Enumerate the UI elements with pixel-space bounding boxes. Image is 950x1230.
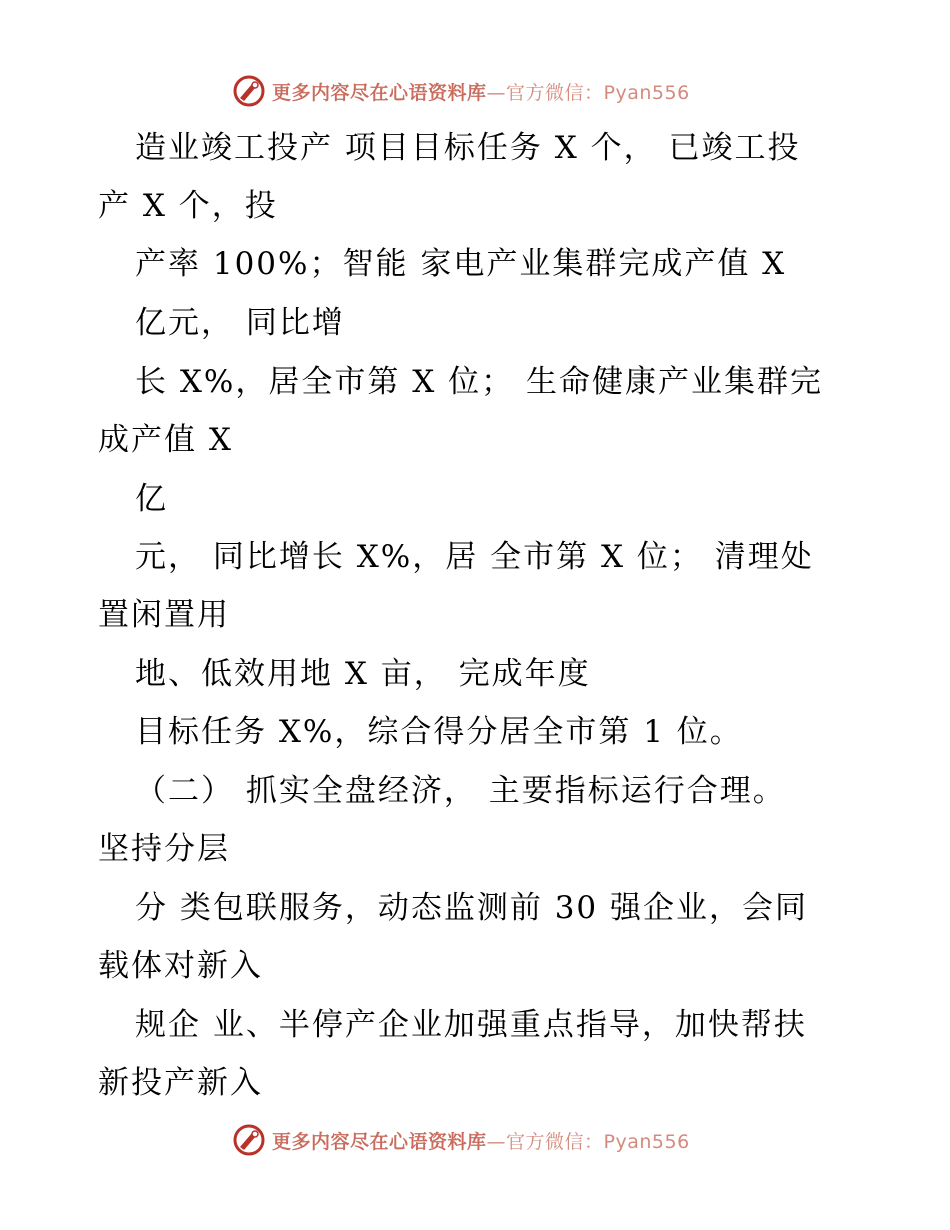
- text-line: 地、低效用地 X 亩， 完成年度: [135, 656, 591, 692]
- text-line: 产 X 个，投: [98, 188, 278, 224]
- text-line: 长 X%，居全市第 X 位； 生命健康产业集群完: [135, 364, 824, 400]
- text-line: 新投产新入: [98, 1065, 263, 1101]
- text-line: 成产值 X: [98, 422, 233, 458]
- text-line: 目标任务 X%，综合得分居全市第 1 位。: [135, 714, 743, 750]
- header-watermark: [232, 71, 690, 111]
- watermark-text: 更多内容尽在心语资料库—官方微信：Pyan556: [272, 1130, 690, 1153]
- text-line: 亿元， 同比增: [135, 305, 345, 341]
- text-line: 产率 100%；智能 家电产业集群完成产值 X: [135, 246, 787, 282]
- footer-watermark: [232, 1120, 690, 1160]
- logo-icon: [232, 1123, 266, 1157]
- text-line: 坚持分层: [98, 831, 230, 867]
- text-line: 规企 业、半停产企业加强重点指导，加快帮扶: [135, 1007, 807, 1043]
- text-line: 元， 同比增长 X%，居 全市第 X 位； 清理处: [135, 539, 814, 575]
- text-line: 造业竣工投产 项目目标任务 X 个， 已竣工投: [135, 130, 801, 166]
- text-line: 置闲置用: [98, 597, 230, 633]
- section-heading: （二） 抓实全盘经济， 主要指标运行合理。: [135, 773, 786, 809]
- logo-icon: [232, 74, 266, 108]
- text-line: 亿: [135, 481, 168, 517]
- text-line: 分 类包联服务，动态监测前 30 强企业，会同: [135, 890, 809, 926]
- text-line: 载体对新入: [98, 948, 263, 984]
- watermark-text: 更多内容尽在心语资料库—官方微信：Pyan556: [272, 81, 690, 104]
